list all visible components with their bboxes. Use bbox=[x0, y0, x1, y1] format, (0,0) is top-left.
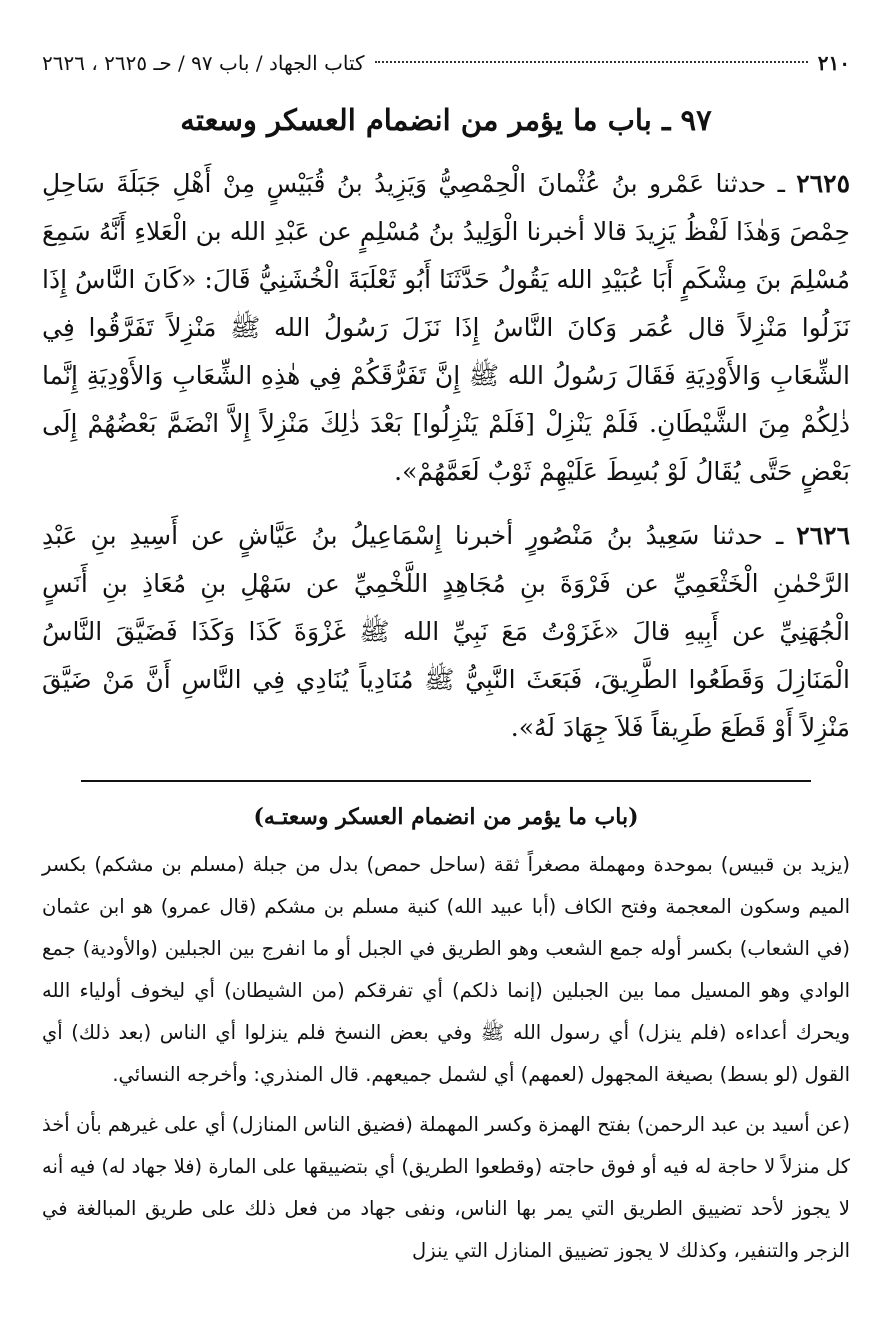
commentary-paragraph: (عن أسيد بن عبد الرحمن) بفتح الهمزة وكسر المهملة (فضيق الناس المنازل) أي على غيرهم بأن أخذ كل منزلاً لا حاجة له فيه أو فوق حاجته (وقطعوا الطريق) أي بتضييقها على المارة (فلا جهاد له) فيه أنه لا يجوز لأحد تضييق الطريق التي يمر بها الناس، ونفى جهاد من فعل ذلك على طريق المبالغة في الزجر والتنفير، وكذلك لا يجوز تضييق المنازل التي ينزل bbox=[42, 1113, 850, 1262]
hadith-text: ـ حدثنا سَعِيدُ بنُ مَنْصُورٍ أخبرنا إِسْمَاعِيلُ بنُ عَيَّاشٍ عن أَسِيدِ بنِ عَبْدِ الرَّحْمٰنِ الْخَثْعَمِيِّ عن فَرْوَةَ بنِ مُجَاهِدٍ اللَّخْمِيِّ عن سَهْلِ بنِ مُعَاذِ بنِ أَنَسٍ الْجُهَنِيِّ عن أَبِيهِ قالَ «غَزَوْتُ مَعَ نَبِيِّ الله ﷺ غَزْوَةَ كَذَا وَكَذَا فَضَيَّقَ النَّاسُ الْمَنَازِلَ وَقَطَعُوا الطَّرِيقَ، فَبَعَثَ النَّبِيُّ ﷺ مُنَادِياً يُنَادِي فِي النَّاسِ أَنَّ مَنْ ضَيَّقَ مَنْزِلاً أَوْ قَطَعَ طَرِيقاً فَلاَ جِهَادَ لَهُ». bbox=[42, 521, 850, 742]
commentary-title: (باب ما يؤمر من انضمام العسكر وسعتـه) bbox=[253, 804, 639, 830]
page-header bbox=[42, 48, 850, 78]
running-title: كتاب الجهاد / باب ٩٧ / حـ ٢٦٢٥ ، ٢٦٢٦ bbox=[42, 51, 365, 75]
page-number: ٢١٠ bbox=[817, 51, 850, 75]
hadith-2625 bbox=[42, 160, 850, 496]
hadith-text: ـ حدثنا عَمْرو بنُ عُثْمانَ الْحِمْصِيُّ وَيَزِيدُ بنُ قُبَيْسٍ مِنْ أَهْلِ جَبَلَةَ سَاحِلِ حِمْصَ وَهٰذَا لَفْظُ يَزِيدَ قالا أخبرنا الْوَلِيدُ بنُ مُسْلِمٍ عن عَبْدِ الله بن الْعَلاءِ أَنَّهُ سَمِعَ مُسْلِمَ بنَ مِشْكَمٍ أَبَا عُبَيْدِ الله يَقُولُ حَدَّثَنَا أَبُو ثَعْلَبَةَ الْخُشَنِيُّ قَالَ: «كَانَ النَّاسُ إِذَا نَزَلُوا مَنْزِلاً قال عُمَر وَكانَ النَّاسُ إِذَا نَزَلَ رَسُولُ الله ﷺ مَنْزِلاً تَفَرَّقُوا فِي الشِّعَابِ وَالأَوْدِيَةِ فَقَالَ رَسُولُ الله ﷺ إِنَّ تَفَرُّقَكُمْ فِي هٰذِهِ الشِّعَابِ وَالأَوْدِيَةِ إِنَّما ذٰلِكُمْ مِنَ الشَّيْطَانِ. فَلَمْ يَنْزِلْ [فَلَمْ يَنْزِلُوا] بَعْدَ ذٰلِكَ مَنْزِلاً إِلاَّ انْضَمَّ بَعْضُهُمْ إِلَى بَعْضٍ حَتَّى يُقَالُ لَوْ بُسِطَ عَلَيْهِمْ ثَوْبٌ لَعَمَّهُمْ». bbox=[42, 169, 850, 486]
separator-line bbox=[81, 780, 811, 782]
hadith-number: ٢٦٢٦ bbox=[796, 521, 850, 550]
hadith-number: ٢٦٢٥ bbox=[796, 169, 850, 198]
hadith-2626 bbox=[42, 512, 850, 752]
header-dotted-leader bbox=[375, 61, 808, 63]
chapter-title: ٩٧ ـ باب ما يؤمر من انضمام العسكر وسعته bbox=[180, 103, 712, 137]
commentary-paragraph: (يزيد بن قبيس) بموحدة ومهملة مصغراً ثقة (ساحل حمص) بدل من جبلة (مسلم بن مشكم) بكسر الميم وسكون المعجمة وفتح الكاف (أبا عبيد الله) كنية مسلم بن مشكم (قال عمرو) هو ابن عثمان (في الشعاب) بكسر أوله جمع الشعب وهو الطريق في الجبل أو ما انفرج بين الجبلين (والأودية) جمع الوادي وهو المسيل مما بين الجبلين (إنما ذلكم) أي تفرقكم (من الشيطان) أي ليخوف أولياء الله ويحرك أعداءه (فلم ينزل) أي رسول الله ﷺ وفي بعض النسخ فلم ينزلوا أي الناس (بعد ذلك) أي القول (لو بسط) بصيغة المجهول (لعمهم) أي لشمل جميعهم. قال المنذري: وأخرجه النسائي. bbox=[42, 853, 850, 1086]
